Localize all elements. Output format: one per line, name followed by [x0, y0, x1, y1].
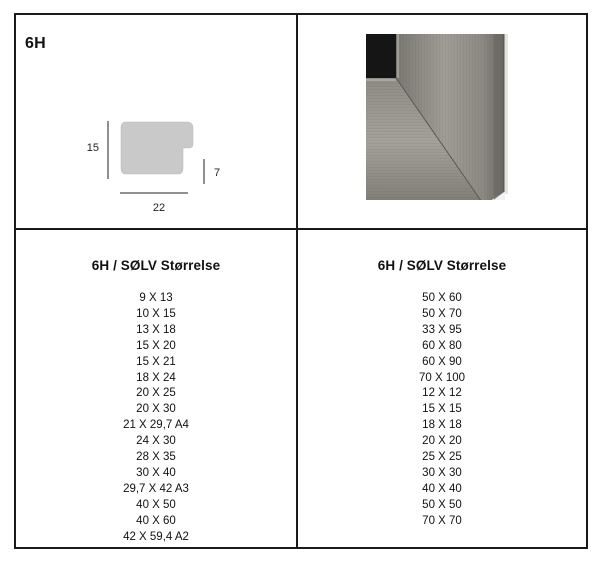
size-item: 15 X 15: [422, 403, 462, 416]
size-item: 20 X 20: [422, 435, 462, 448]
size-item: 9 X 13: [139, 292, 173, 304]
frame-corner-photo: [366, 34, 521, 205]
photo-cell: [298, 15, 586, 228]
sizes-list-left: [16, 291, 296, 546]
size-item: 20 X 30: [136, 403, 176, 416]
size-item: 40 X 40: [422, 482, 462, 495]
width-dimension-label: 22: [152, 202, 166, 214]
size-item: 30 X 30: [422, 466, 462, 479]
product-table: [14, 13, 588, 549]
profile-shape: [121, 122, 193, 174]
size-item: 24 X 30: [136, 435, 176, 448]
size-item: 60 X 90: [422, 355, 462, 368]
size-item: 70 X 100: [418, 371, 466, 384]
size-item: 18 X 18: [422, 419, 462, 432]
size-item: 13 X 18: [136, 323, 176, 336]
size-item: 15 X 20: [136, 339, 176, 352]
height-dimension-label: 15: [86, 142, 99, 154]
size-item: 18 X 24: [136, 371, 176, 384]
profile-cell: [16, 15, 296, 228]
size-item: 50 X 70: [422, 307, 462, 320]
size-item: 29,7 X 42 A3: [123, 482, 189, 495]
sizes-list-right: [298, 291, 586, 530]
sizes-column-right: [298, 230, 586, 547]
size-item: 10 X 15: [136, 307, 176, 320]
size-item: 20 X 25: [136, 387, 176, 400]
size-item: 50 X 60: [422, 292, 462, 304]
sizes-title-left: 6H / SØLV Størrelse: [91, 258, 221, 273]
sizes-column-left: [16, 230, 296, 547]
size-item: 25 X 25: [422, 451, 462, 464]
sizes-title-right: 6H / SØLV Størrelse: [377, 258, 507, 273]
size-item: 70 X 70: [422, 514, 462, 527]
size-item: 21 X 29,7 A4: [123, 419, 189, 432]
size-item: 30 X 40: [136, 466, 176, 479]
rebate-dimension-label: 7: [214, 167, 221, 179]
size-item: 40 X 50: [136, 498, 176, 511]
size-item: 33 X 95: [422, 323, 462, 336]
size-item: 42 X 59,4 A2: [123, 530, 189, 543]
size-item: 40 X 60: [136, 514, 176, 527]
product-code: 6H: [25, 35, 46, 52]
profile-cross-section-diagram: [82, 111, 242, 231]
size-item: 28 X 35: [136, 451, 176, 464]
size-item: 12 X 12: [422, 387, 462, 400]
size-item: 60 X 80: [422, 339, 462, 352]
size-item: 50 X 50: [422, 498, 462, 511]
size-item: 15 X 21: [136, 355, 176, 368]
